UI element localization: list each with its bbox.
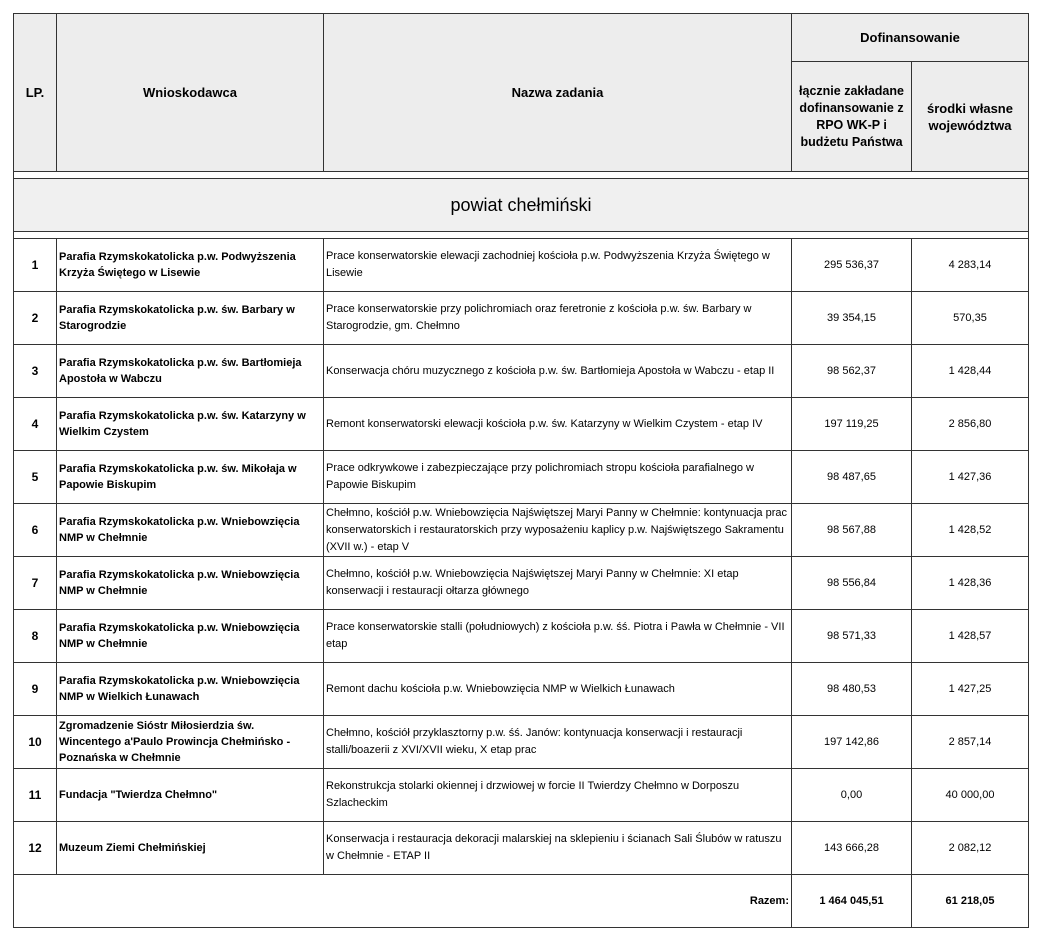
header-own-funds: środki własne województwa	[912, 62, 1029, 172]
row-applicant: Parafia Rzymskokatolicka p.w. św. Bartłomieja Apostoła w Wabczu	[57, 345, 324, 398]
row-funding: 197 119,25	[792, 398, 912, 451]
header-total-funding: łącznie zakładane dofinansowanie z RPO WK-P i budżetu Państwa	[792, 62, 912, 172]
row-task: Prace konserwatorskie przy polichromiach oraz feretronie z kościoła p.w. św. Barbary w Starogrodzie, gm. Chełmno	[324, 292, 792, 345]
row-applicant: Parafia Rzymskokatolicka p.w. św. Barbary w Starogrodzie	[57, 292, 324, 345]
table-row	[14, 292, 1029, 345]
row-lp: 9	[14, 663, 57, 716]
row-own-funds: 40 000,00	[912, 769, 1029, 822]
table-row	[14, 345, 1029, 398]
row-funding: 39 354,15	[792, 292, 912, 345]
row-funding: 98 562,37	[792, 345, 912, 398]
row-applicant: Parafia Rzymskokatolicka p.w. Podwyższenia Krzyża Świętego w Lisewie	[57, 239, 324, 292]
header-funding: Dofinansowanie	[792, 14, 1029, 62]
row-lp: 11	[14, 769, 57, 822]
row-task: Prace konserwatorskie stalli (południowych) z kościoła p.w. śś. Piotra i Pawła w Chełmnie - VII etap	[324, 610, 792, 663]
row-task: Konserwacja i restauracja dekoracji malarskiej na sklepieniu i ścianach Sali Ślubów w ratuszu w Chełmnie - ETAP II	[324, 822, 792, 875]
row-task: Rekonstrukcja stolarki okiennej i drzwiowej w forcie II Twierdzy Chełmno w Dorposzu Szlacheckim	[324, 769, 792, 822]
row-task: Prace odkrywkowe i zabezpieczające przy polichromiach stropu kościoła parafialnego w Papowie Biskupim	[324, 451, 792, 504]
row-own-funds: 4 283,14	[912, 239, 1029, 292]
row-own-funds: 1 428,57	[912, 610, 1029, 663]
row-own-funds: 1 428,36	[912, 557, 1029, 610]
row-lp: 2	[14, 292, 57, 345]
row-funding: 98 487,65	[792, 451, 912, 504]
row-own-funds: 1 428,44	[912, 345, 1029, 398]
section-title: powiat chełmiński	[14, 179, 1029, 232]
row-own-funds: 2 857,14	[912, 716, 1029, 769]
table-row	[14, 504, 1029, 557]
row-lp: 4	[14, 398, 57, 451]
row-own-funds: 1 428,52	[912, 504, 1029, 557]
spacer	[14, 172, 1029, 179]
row-own-funds: 2 082,12	[912, 822, 1029, 875]
row-applicant: Parafia Rzymskokatolicka p.w. Wniebowzięcia NMP w Chełmnie	[57, 610, 324, 663]
row-applicant: Fundacja "Twierdza Chełmno"	[57, 769, 324, 822]
row-own-funds: 1 427,25	[912, 663, 1029, 716]
row-lp: 1	[14, 239, 57, 292]
table-row	[14, 663, 1029, 716]
row-applicant: Muzeum Ziemi Chełmińskiej	[57, 822, 324, 875]
row-funding: 197 142,86	[792, 716, 912, 769]
row-task: Chełmno, kościół przyklasztorny p.w. śś. Janów: kontynuacja konserwacji i restauracji stalli/boazerii z XVI/XVII wieku, X etap prac	[324, 716, 792, 769]
row-task: Chełmno, kościół p.w. Wniebowzięcia Najświętszej Maryi Panny w Chełmnie: kontynuacja prac konserwatorskich i restauratorskich przy wyposażeniu kaplicy p.w. Najświętszego Sakramentu (XVII w.) - etap V	[324, 504, 792, 557]
row-task: Remont dachu kościoła p.w. Wniebowzięcia NMP w Wielkich Łunawach	[324, 663, 792, 716]
header-task-name: Nazwa zadania	[324, 14, 792, 172]
row-task: Chełmno, kościół p.w. Wniebowzięcia Najświętszej Maryi Panny w Chełmnie: XI etap konserwacji i restauracji ołtarza głównego	[324, 557, 792, 610]
table-row	[14, 557, 1029, 610]
row-lp: 12	[14, 822, 57, 875]
row-funding: 98 480,53	[792, 663, 912, 716]
row-funding: 0,00	[792, 769, 912, 822]
row-funding: 98 556,84	[792, 557, 912, 610]
table-row	[14, 398, 1029, 451]
table-row	[14, 610, 1029, 663]
row-applicant: Parafia Rzymskokatolicka p.w. Wniebowzięcia NMP w Chełmnie	[57, 557, 324, 610]
row-task: Remont konserwatorski elewacji kościoła p.w. św. Katarzyny w Wielkim Czystem - etap IV	[324, 398, 792, 451]
table-row	[14, 716, 1029, 769]
row-lp: 6	[14, 504, 57, 557]
row-applicant: Parafia Rzymskokatolicka p.w. św. Katarzyny w Wielkim Czystem	[57, 398, 324, 451]
total-row	[14, 875, 1029, 928]
row-task: Konserwacja chóru muzycznego z kościoła p.w. św. Bartłomieja Apostoła w Wabczu - etap II	[324, 345, 792, 398]
table-row	[14, 822, 1029, 875]
row-funding: 98 571,33	[792, 610, 912, 663]
table-row	[14, 451, 1029, 504]
table-row	[14, 239, 1029, 292]
row-own-funds: 570,35	[912, 292, 1029, 345]
row-lp: 8	[14, 610, 57, 663]
row-funding: 143 666,28	[792, 822, 912, 875]
total-own-funds: 61 218,05	[912, 875, 1029, 928]
spacer	[14, 232, 1029, 239]
row-applicant: Parafia Rzymskokatolicka p.w. św. Mikołaja w Papowie Biskupim	[57, 451, 324, 504]
row-own-funds: 1 427,36	[912, 451, 1029, 504]
row-lp: 7	[14, 557, 57, 610]
header-lp: LP.	[14, 14, 57, 172]
total-label: Razem:	[14, 875, 792, 928]
row-funding: 98 567,88	[792, 504, 912, 557]
row-applicant: Parafia Rzymskokatolicka p.w. Wniebowzięcia NMP w Chełmnie	[57, 504, 324, 557]
row-own-funds: 2 856,80	[912, 398, 1029, 451]
funding-table	[13, 13, 1029, 928]
row-lp: 5	[14, 451, 57, 504]
row-lp: 10	[14, 716, 57, 769]
row-applicant: Zgromadzenie Sióstr Miłosierdzia św. Wincentego a'Paulo Prowincja Chełmińsko - Poznańska w Chełmnie	[57, 716, 324, 769]
row-task: Prace konserwatorskie elewacji zachodniej kościoła p.w. Podwyższenia Krzyża Świętego w Lisewie	[324, 239, 792, 292]
row-funding: 295 536,37	[792, 239, 912, 292]
table-row	[14, 769, 1029, 822]
total-funding: 1 464 045,51	[792, 875, 912, 928]
row-applicant: Parafia Rzymskokatolicka p.w. Wniebowzięcia NMP w Wielkich Łunawach	[57, 663, 324, 716]
header-applicant: Wnioskodawca	[57, 14, 324, 172]
row-lp: 3	[14, 345, 57, 398]
